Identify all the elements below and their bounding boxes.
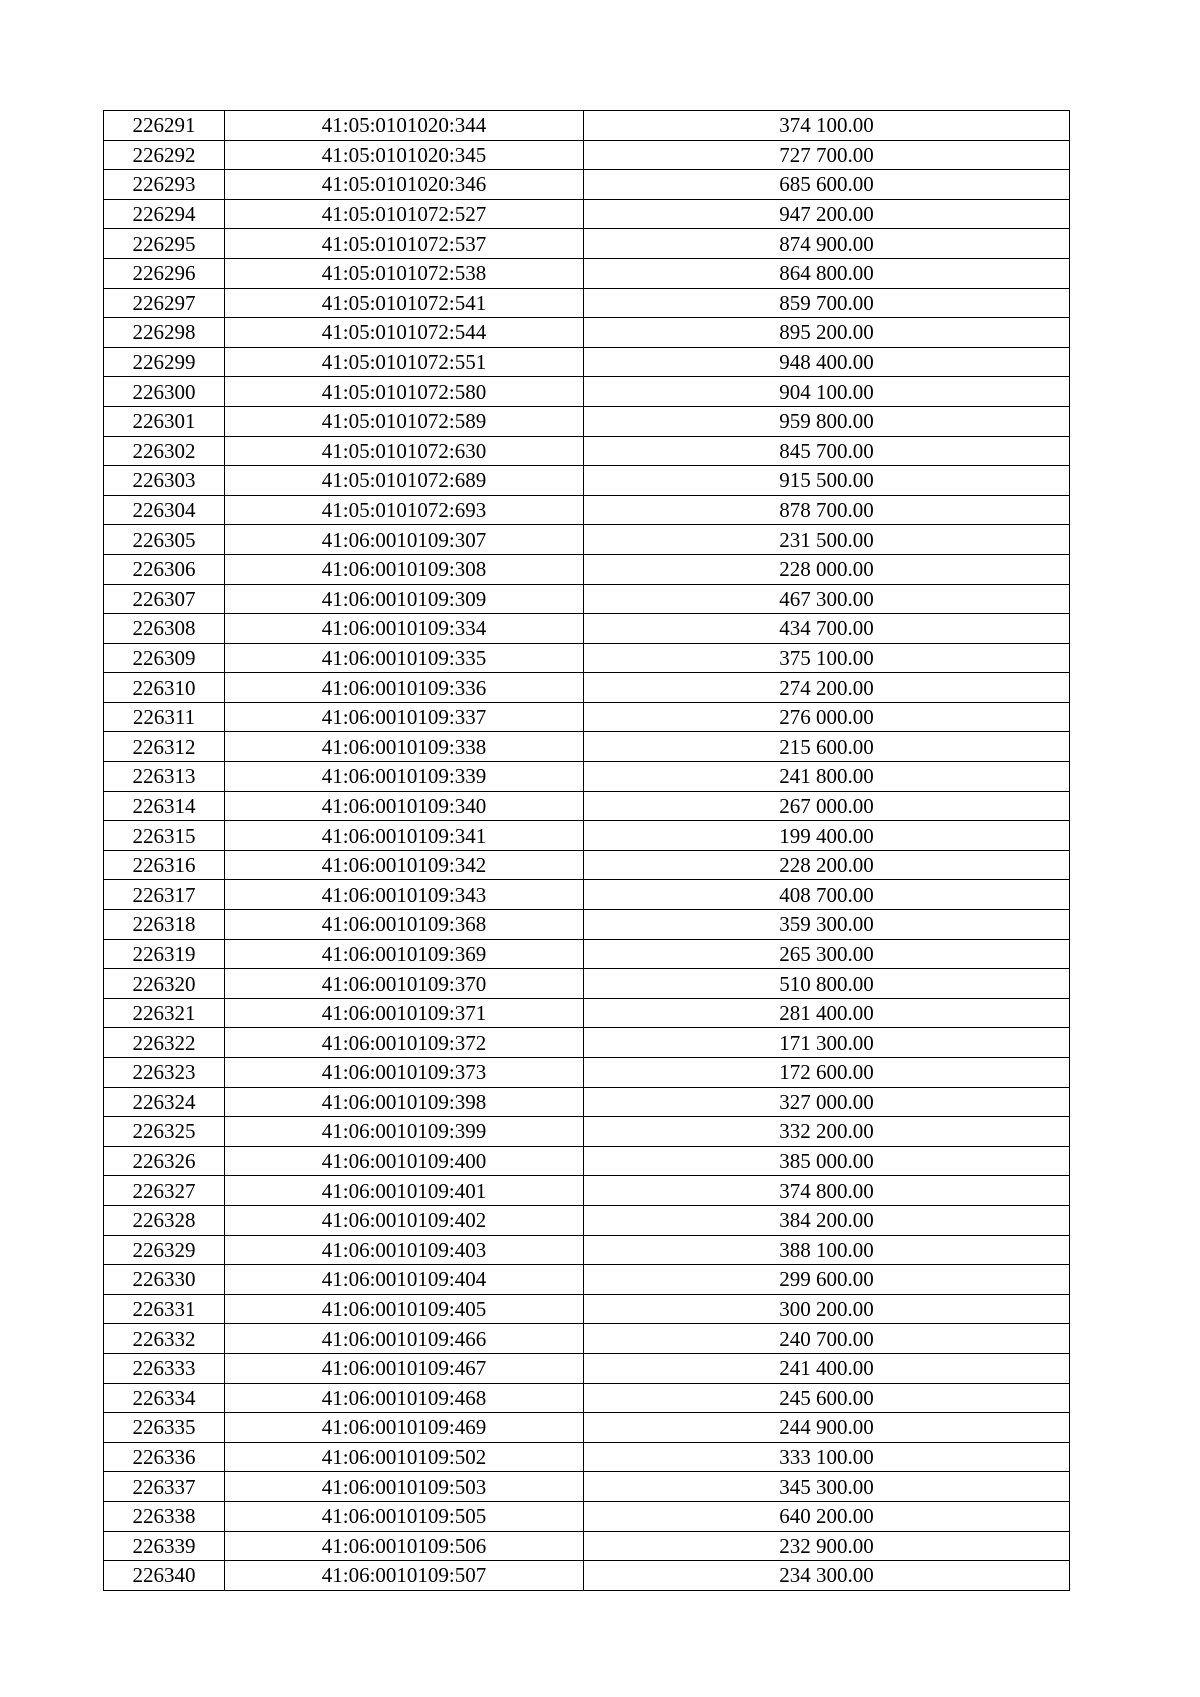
row-number-cell: 226340 bbox=[104, 1561, 225, 1591]
row-number-cell: 226295 bbox=[104, 229, 225, 259]
cadastral-value-cell: 859 700.00 bbox=[584, 288, 1070, 318]
cadastral-value-cell: 332 200.00 bbox=[584, 1117, 1070, 1147]
table-row bbox=[104, 1531, 1070, 1561]
cadastral-value-cell: 878 700.00 bbox=[584, 495, 1070, 525]
table-row bbox=[104, 732, 1070, 762]
cadastral-number-cell: 41:06:0010109:340 bbox=[225, 791, 584, 821]
row-number-cell: 226334 bbox=[104, 1383, 225, 1413]
row-number-cell: 226339 bbox=[104, 1531, 225, 1561]
row-number-cell: 226302 bbox=[104, 436, 225, 466]
cadastral-number-cell: 41:05:0101072:538 bbox=[225, 258, 584, 288]
cadastral-value-cell: 274 200.00 bbox=[584, 673, 1070, 703]
cadastral-value-cell: 265 300.00 bbox=[584, 939, 1070, 969]
cadastral-value-cell: 374 100.00 bbox=[584, 111, 1070, 141]
row-number-cell: 226336 bbox=[104, 1442, 225, 1472]
cadastral-value-cell: 345 300.00 bbox=[584, 1472, 1070, 1502]
row-number-cell: 226304 bbox=[104, 495, 225, 525]
table-row bbox=[104, 525, 1070, 555]
cadastral-number-cell: 41:06:0010109:468 bbox=[225, 1383, 584, 1413]
table-row bbox=[104, 1235, 1070, 1265]
cadastral-value-cell: 267 000.00 bbox=[584, 791, 1070, 821]
table-row bbox=[104, 1442, 1070, 1472]
table-row bbox=[104, 969, 1070, 999]
table-row bbox=[104, 466, 1070, 496]
cadastral-value-cell: 385 000.00 bbox=[584, 1146, 1070, 1176]
table-row bbox=[104, 1205, 1070, 1235]
cadastral-number-cell: 41:05:0101072:541 bbox=[225, 288, 584, 318]
cadastral-value-table bbox=[103, 110, 1070, 1591]
cadastral-number-cell: 41:06:0010109:309 bbox=[225, 584, 584, 614]
row-number-cell: 226316 bbox=[104, 850, 225, 880]
cadastral-number-cell: 41:06:0010109:335 bbox=[225, 643, 584, 673]
row-number-cell: 226327 bbox=[104, 1176, 225, 1206]
row-number-cell: 226305 bbox=[104, 525, 225, 555]
cadastral-number-cell: 41:06:0010109:469 bbox=[225, 1413, 584, 1443]
cadastral-number-cell: 41:06:0010109:503 bbox=[225, 1472, 584, 1502]
cadastral-number-cell: 41:06:0010109:342 bbox=[225, 850, 584, 880]
table-row bbox=[104, 910, 1070, 940]
cadastral-number-cell: 41:05:0101072:689 bbox=[225, 466, 584, 496]
table-row bbox=[104, 111, 1070, 141]
cadastral-value-cell: 245 600.00 bbox=[584, 1383, 1070, 1413]
cadastral-value-cell: 959 800.00 bbox=[584, 406, 1070, 436]
row-number-cell: 226318 bbox=[104, 910, 225, 940]
row-number-cell: 226332 bbox=[104, 1324, 225, 1354]
row-number-cell: 226293 bbox=[104, 170, 225, 200]
cadastral-value-cell: 727 700.00 bbox=[584, 140, 1070, 170]
cadastral-value-cell: 333 100.00 bbox=[584, 1442, 1070, 1472]
cadastral-value-cell: 228 000.00 bbox=[584, 554, 1070, 584]
table-row bbox=[104, 318, 1070, 348]
cadastral-number-cell: 41:05:0101072:537 bbox=[225, 229, 584, 259]
table-row bbox=[104, 702, 1070, 732]
row-number-cell: 226323 bbox=[104, 1058, 225, 1088]
cadastral-value-cell: 874 900.00 bbox=[584, 229, 1070, 259]
table-row bbox=[104, 939, 1070, 969]
table-row bbox=[104, 199, 1070, 229]
cadastral-value-cell: 384 200.00 bbox=[584, 1205, 1070, 1235]
table-row bbox=[104, 880, 1070, 910]
table-row bbox=[104, 1265, 1070, 1295]
cadastral-number-cell: 41:05:0101020:344 bbox=[225, 111, 584, 141]
cadastral-value-cell: 199 400.00 bbox=[584, 821, 1070, 851]
cadastral-number-cell: 41:06:0010109:368 bbox=[225, 910, 584, 940]
table-row bbox=[104, 258, 1070, 288]
table-row bbox=[104, 170, 1070, 200]
cadastral-number-cell: 41:06:0010109:339 bbox=[225, 762, 584, 792]
row-number-cell: 226337 bbox=[104, 1472, 225, 1502]
cadastral-value-cell: 388 100.00 bbox=[584, 1235, 1070, 1265]
cadastral-number-cell: 41:06:0010109:338 bbox=[225, 732, 584, 762]
cadastral-number-cell: 41:05:0101072:551 bbox=[225, 347, 584, 377]
row-number-cell: 226310 bbox=[104, 673, 225, 703]
row-number-cell: 226297 bbox=[104, 288, 225, 318]
row-number-cell: 226294 bbox=[104, 199, 225, 229]
row-number-cell: 226324 bbox=[104, 1087, 225, 1117]
row-number-cell: 226322 bbox=[104, 1028, 225, 1058]
row-number-cell: 226309 bbox=[104, 643, 225, 673]
cadastral-value-cell: 864 800.00 bbox=[584, 258, 1070, 288]
cadastral-value-cell: 231 500.00 bbox=[584, 525, 1070, 555]
cadastral-number-cell: 41:06:0010109:334 bbox=[225, 614, 584, 644]
row-number-cell: 226331 bbox=[104, 1294, 225, 1324]
table-row bbox=[104, 1472, 1070, 1502]
cadastral-number-cell: 41:06:0010109:373 bbox=[225, 1058, 584, 1088]
cadastral-value-cell: 299 600.00 bbox=[584, 1265, 1070, 1295]
cadastral-number-cell: 41:06:0010109:401 bbox=[225, 1176, 584, 1206]
cadastral-value-cell: 375 100.00 bbox=[584, 643, 1070, 673]
table-row bbox=[104, 643, 1070, 673]
row-number-cell: 226333 bbox=[104, 1353, 225, 1383]
cadastral-number-cell: 41:06:0010109:343 bbox=[225, 880, 584, 910]
cadastral-value-cell: 374 800.00 bbox=[584, 1176, 1070, 1206]
cadastral-number-cell: 41:06:0010109:506 bbox=[225, 1531, 584, 1561]
cadastral-number-cell: 41:06:0010109:370 bbox=[225, 969, 584, 999]
row-number-cell: 226313 bbox=[104, 762, 225, 792]
table-row bbox=[104, 1146, 1070, 1176]
cadastral-number-cell: 41:06:0010109:404 bbox=[225, 1265, 584, 1295]
row-number-cell: 226292 bbox=[104, 140, 225, 170]
cadastral-value-cell: 510 800.00 bbox=[584, 969, 1070, 999]
row-number-cell: 226330 bbox=[104, 1265, 225, 1295]
cadastral-value-cell: 904 100.00 bbox=[584, 377, 1070, 407]
table-row bbox=[104, 673, 1070, 703]
row-number-cell: 226320 bbox=[104, 969, 225, 999]
row-number-cell: 226325 bbox=[104, 1117, 225, 1147]
cadastral-value-cell: 947 200.00 bbox=[584, 199, 1070, 229]
table-row bbox=[104, 1028, 1070, 1058]
row-number-cell: 226298 bbox=[104, 318, 225, 348]
table-row bbox=[104, 1087, 1070, 1117]
cadastral-number-cell: 41:06:0010109:505 bbox=[225, 1501, 584, 1531]
table-row bbox=[104, 140, 1070, 170]
cadastral-number-cell: 41:06:0010109:372 bbox=[225, 1028, 584, 1058]
table-row bbox=[104, 347, 1070, 377]
row-number-cell: 226299 bbox=[104, 347, 225, 377]
table-row bbox=[104, 1058, 1070, 1088]
row-number-cell: 226296 bbox=[104, 258, 225, 288]
row-number-cell: 226326 bbox=[104, 1146, 225, 1176]
row-number-cell: 226321 bbox=[104, 998, 225, 1028]
cadastral-number-cell: 41:06:0010109:466 bbox=[225, 1324, 584, 1354]
table-row bbox=[104, 850, 1070, 880]
table-row bbox=[104, 614, 1070, 644]
row-number-cell: 226319 bbox=[104, 939, 225, 969]
row-number-cell: 226315 bbox=[104, 821, 225, 851]
cadastral-number-cell: 41:05:0101020:346 bbox=[225, 170, 584, 200]
table-row bbox=[104, 1561, 1070, 1591]
cadastral-number-cell: 41:06:0010109:336 bbox=[225, 673, 584, 703]
cadastral-number-cell: 41:06:0010109:371 bbox=[225, 998, 584, 1028]
cadastral-number-cell: 41:06:0010109:467 bbox=[225, 1353, 584, 1383]
row-number-cell: 226329 bbox=[104, 1235, 225, 1265]
table-row bbox=[104, 1501, 1070, 1531]
table-row bbox=[104, 1294, 1070, 1324]
cadastral-number-cell: 41:05:0101072:544 bbox=[225, 318, 584, 348]
cadastral-value-cell: 300 200.00 bbox=[584, 1294, 1070, 1324]
cadastral-value-cell: 232 900.00 bbox=[584, 1531, 1070, 1561]
cadastral-value-cell: 234 300.00 bbox=[584, 1561, 1070, 1591]
cadastral-number-cell: 41:06:0010109:405 bbox=[225, 1294, 584, 1324]
table-row bbox=[104, 495, 1070, 525]
row-number-cell: 226314 bbox=[104, 791, 225, 821]
cadastral-number-cell: 41:06:0010109:399 bbox=[225, 1117, 584, 1147]
cadastral-value-cell: 327 000.00 bbox=[584, 1087, 1070, 1117]
table-row bbox=[104, 584, 1070, 614]
row-number-cell: 226303 bbox=[104, 466, 225, 496]
table-row bbox=[104, 791, 1070, 821]
table-row bbox=[104, 554, 1070, 584]
table-row bbox=[104, 1117, 1070, 1147]
cadastral-number-cell: 41:05:0101072:589 bbox=[225, 406, 584, 436]
cadastral-number-cell: 41:06:0010109:502 bbox=[225, 1442, 584, 1472]
cadastral-value-cell: 915 500.00 bbox=[584, 466, 1070, 496]
cadastral-value-cell: 640 200.00 bbox=[584, 1501, 1070, 1531]
cadastral-value-cell: 948 400.00 bbox=[584, 347, 1070, 377]
cadastral-number-cell: 41:06:0010109:341 bbox=[225, 821, 584, 851]
table-row bbox=[104, 1413, 1070, 1443]
row-number-cell: 226307 bbox=[104, 584, 225, 614]
cadastral-number-cell: 41:05:0101072:630 bbox=[225, 436, 584, 466]
row-number-cell: 226328 bbox=[104, 1205, 225, 1235]
cadastral-number-cell: 41:06:0010109:337 bbox=[225, 702, 584, 732]
row-number-cell: 226338 bbox=[104, 1501, 225, 1531]
table-row bbox=[104, 406, 1070, 436]
table-row bbox=[104, 1176, 1070, 1206]
cadastral-value-cell: 228 200.00 bbox=[584, 850, 1070, 880]
table-body bbox=[104, 111, 1070, 1591]
cadastral-value-cell: 895 200.00 bbox=[584, 318, 1070, 348]
cadastral-number-cell: 41:05:0101072:580 bbox=[225, 377, 584, 407]
row-number-cell: 226306 bbox=[104, 554, 225, 584]
row-number-cell: 226308 bbox=[104, 614, 225, 644]
cadastral-number-cell: 41:06:0010109:369 bbox=[225, 939, 584, 969]
table-row bbox=[104, 377, 1070, 407]
table-row bbox=[104, 821, 1070, 851]
table-row bbox=[104, 1383, 1070, 1413]
cadastral-number-cell: 41:06:0010109:402 bbox=[225, 1205, 584, 1235]
row-number-cell: 226291 bbox=[104, 111, 225, 141]
cadastral-number-cell: 41:06:0010109:400 bbox=[225, 1146, 584, 1176]
row-number-cell: 226311 bbox=[104, 702, 225, 732]
cadastral-value-cell: 685 600.00 bbox=[584, 170, 1070, 200]
cadastral-value-cell: 244 900.00 bbox=[584, 1413, 1070, 1443]
row-number-cell: 226312 bbox=[104, 732, 225, 762]
cadastral-value-cell: 215 600.00 bbox=[584, 732, 1070, 762]
table-row bbox=[104, 762, 1070, 792]
cadastral-value-cell: 845 700.00 bbox=[584, 436, 1070, 466]
row-number-cell: 226335 bbox=[104, 1413, 225, 1443]
cadastral-value-cell: 240 700.00 bbox=[584, 1324, 1070, 1354]
table-row bbox=[104, 1353, 1070, 1383]
cadastral-value-cell: 241 800.00 bbox=[584, 762, 1070, 792]
cadastral-value-cell: 276 000.00 bbox=[584, 702, 1070, 732]
row-number-cell: 226317 bbox=[104, 880, 225, 910]
cadastral-number-cell: 41:06:0010109:403 bbox=[225, 1235, 584, 1265]
cadastral-number-cell: 41:06:0010109:507 bbox=[225, 1561, 584, 1591]
cadastral-number-cell: 41:05:0101072:527 bbox=[225, 199, 584, 229]
row-number-cell: 226300 bbox=[104, 377, 225, 407]
table-row bbox=[104, 288, 1070, 318]
cadastral-number-cell: 41:05:0101072:693 bbox=[225, 495, 584, 525]
cadastral-value-cell: 171 300.00 bbox=[584, 1028, 1070, 1058]
cadastral-value-cell: 241 400.00 bbox=[584, 1353, 1070, 1383]
cadastral-value-cell: 434 700.00 bbox=[584, 614, 1070, 644]
table-row bbox=[104, 229, 1070, 259]
cadastral-value-cell: 359 300.00 bbox=[584, 910, 1070, 940]
cadastral-number-cell: 41:06:0010109:308 bbox=[225, 554, 584, 584]
table-row bbox=[104, 998, 1070, 1028]
cadastral-value-cell: 172 600.00 bbox=[584, 1058, 1070, 1088]
table-row bbox=[104, 436, 1070, 466]
cadastral-value-cell: 408 700.00 bbox=[584, 880, 1070, 910]
row-number-cell: 226301 bbox=[104, 406, 225, 436]
cadastral-number-cell: 41:06:0010109:307 bbox=[225, 525, 584, 555]
cadastral-number-cell: 41:06:0010109:398 bbox=[225, 1087, 584, 1117]
cadastral-number-cell: 41:05:0101020:345 bbox=[225, 140, 584, 170]
cadastral-value-cell: 281 400.00 bbox=[584, 998, 1070, 1028]
table-row bbox=[104, 1324, 1070, 1354]
cadastral-value-cell: 467 300.00 bbox=[584, 584, 1070, 614]
